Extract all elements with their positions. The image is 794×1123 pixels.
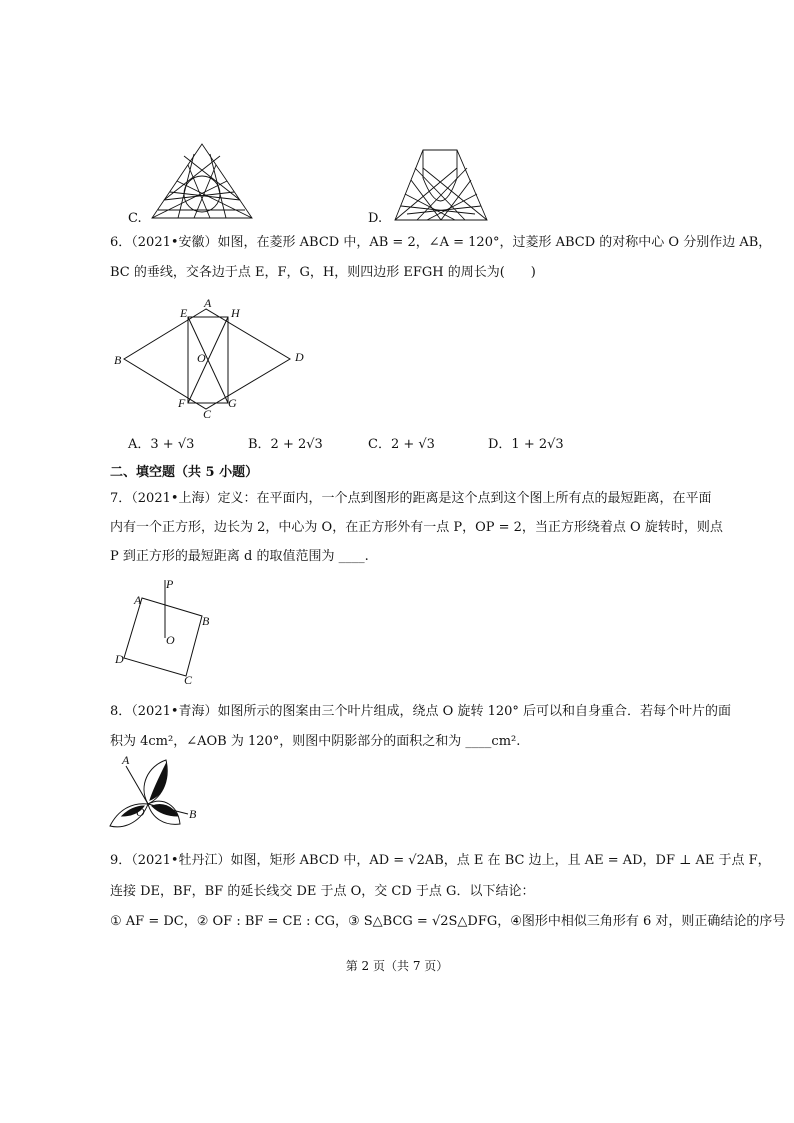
figure-d-triangle-envelope: [395, 148, 515, 228]
q7-point-o: O: [166, 633, 175, 647]
q6-point-f: F: [178, 396, 186, 410]
q6-point-c: C: [203, 407, 212, 421]
q6-line2: BC 的垂线，交各边于点 E，F，G，H，则四边形 EFGH 的周长为( ): [110, 265, 536, 280]
q6-point-d: D: [295, 350, 304, 364]
q7-point-p: P: [166, 577, 174, 591]
q7-line2: 内有一个正方形，边长为 2，中心为 O，在正方形外有一点 P，OP = 2，当正方形绕着点 O 旋转时，则点: [110, 520, 723, 535]
q6-point-a: A: [204, 296, 212, 310]
figure-c-label: C.: [128, 211, 142, 226]
q6-point-g: G: [228, 396, 237, 410]
q8-point-a: A: [122, 753, 130, 767]
q7-line1: 7．（2021•上海）定义：在平面内，一个点到图形的距离是这个点到这个图上所有点的最短距离，在平面: [110, 491, 712, 506]
q7-point-a: A: [134, 593, 142, 607]
q6-line1: 6．（2021•安徽）如图，在菱形 ABCD 中，AB = 2，∠A = 120°，过菱形 ABCD 的对称中心 O 分别作边 AB，: [110, 235, 772, 250]
q7-point-c: C: [184, 673, 193, 687]
q6-point-e: E: [180, 306, 188, 320]
q6-option-c: C．2 + √3: [368, 437, 435, 452]
q6-rhombus-figure: [110, 295, 310, 425]
q6-point-h: H: [231, 306, 240, 320]
page-footer: 第 2 页（共 7 页）: [345, 959, 449, 973]
q7-point-d: D: [115, 652, 124, 666]
q7-point-b: B: [202, 614, 210, 628]
q8-line1: 8．（2021•青海）如图所示的图案由三个叶片组成，绕点 O 旋转 120° 后可以和自身重合．若每个叶片的面: [110, 704, 732, 719]
q6-point-b: B: [114, 353, 122, 367]
q9-line1: 9．（2021•牡丹江）如图，矩形 ABCD 中，AD = √2AB，点 E 在 BC 边上，且 AE = AD，DF ⊥ AE 于点 F，: [110, 853, 771, 868]
figure-d-label: D.: [368, 211, 383, 226]
q6-option-d: D．1 + 2√3: [488, 437, 564, 452]
q9-line2: 连接 DE，BF，BF 的延长线交 DE 于点 O，交 CD 于点 G．以下结论：: [110, 884, 535, 899]
q8-line2: 积为 4cm²，∠AOB 为 120°，则图中阴影部分的面积之和为 ____cm².: [110, 734, 521, 749]
q7-line3: P 到正方形的最短距离 d 的取值范围为 ____.: [110, 549, 369, 564]
q8-point-o: O: [136, 805, 145, 819]
q6-option-b: B．2 + 2√3: [248, 437, 323, 452]
q8-leaf-figure: [108, 756, 208, 836]
q8-point-b: B: [189, 807, 197, 821]
figure-c-triangle-envelope: [150, 140, 280, 230]
q9-line3: ① AF = DC，② OF : BF = CE : CG，③ S△BCG = √2S△DFG，④图形中相似三角形有 6 对，则正确结论的序号: [110, 914, 786, 929]
q6-point-o: O: [197, 351, 206, 365]
q6-option-a: A．3 + √3: [128, 437, 195, 452]
section-heading: 二、填空题（共 5 小题）: [110, 465, 259, 480]
